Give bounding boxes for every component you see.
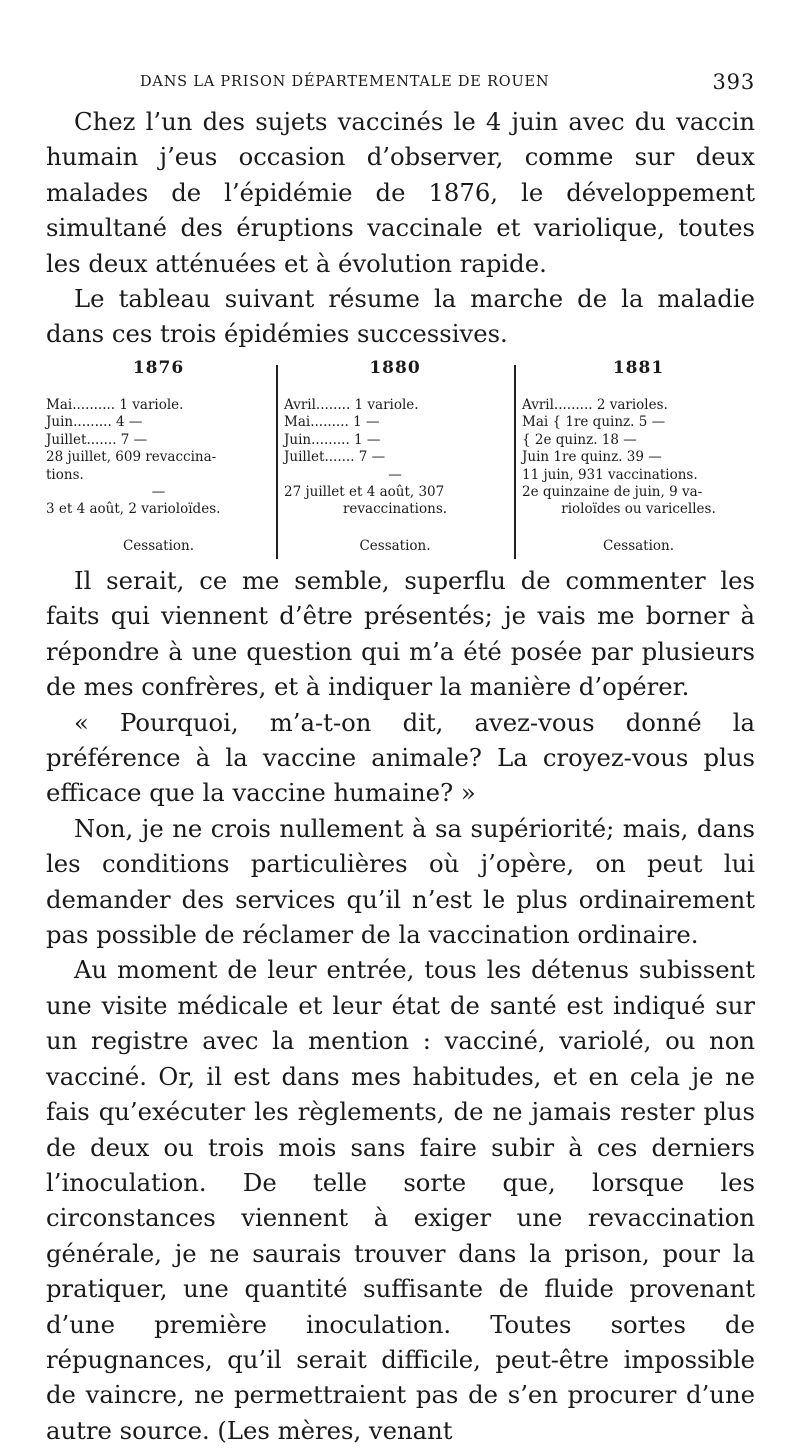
- column-year: 1876: [132, 358, 185, 378]
- paragraph: Au moment de leur entrée, tous les détenus subissent une visite médicale et leur état de santé est indiqué sur un registre avec la mention : vacciné, variolé, ou non vacciné. Or, il est dans mes habitudes, et en cela je ne fais qu’exécuter les règlements, de ne jamais rester plus de deux ou trois mois sans faire subir à ces derniers l’inoculation. De telle sorte que, lorsque les circonstances viennent à exiger une revaccination générale, je ne saurais trouver dans la prison, pour la pratiquer, une quantité suffisante de fluide provenant d’une première inoculation. Toutes sortes de répugnances, qu’il serait difficile, peut-être impossible de vaincre, ne permettraient pas de s’en procurer d’une autre source. (Les mères, venant: [46, 955, 755, 1445]
- table-column-1881: [522, 351, 755, 559]
- text-before-table: [46, 104, 755, 352]
- table-row: Juillet....... 7 —: [284, 449, 386, 466]
- table-row: tions.: [46, 466, 84, 483]
- paragraph: « Pourquoi, m’a-t-on dit, avez-vous donné la préférence à la vaccine animale? La croyez-vous plus efficace que la vaccine humaine? »: [46, 707, 755, 808]
- paragraph: Le tableau suivant résume la marche de la maladie dans ces trois épidémies successives.: [46, 284, 755, 349]
- column-year: 1880: [369, 358, 421, 378]
- running-title: DANS LA PRISON DÉPARTEMENTALE DE ROUEN: [140, 74, 550, 90]
- table-row: 28 juillet, 609 revaccina-: [46, 449, 217, 466]
- epidemic-table: [46, 351, 755, 559]
- table-row: { 2e quinz. 18 —: [522, 431, 637, 448]
- column-year: 1881: [612, 358, 665, 378]
- table-column-1876: [46, 351, 271, 559]
- table-row: Mai......... 1 —: [284, 414, 380, 431]
- table-row: Juin 1re quinz. 39 —: [522, 449, 662, 466]
- table-row: 27 juillet et 4 août, 307: [284, 484, 445, 501]
- column-divider: [514, 365, 516, 559]
- table-row: Avril........ 1 variole.: [284, 397, 419, 413]
- table-row: —: [388, 466, 402, 483]
- cessation-label: Cessation.: [602, 538, 675, 554]
- table-row: Juin......... 1 —: [284, 431, 381, 448]
- column-divider: [276, 365, 278, 559]
- paragraph: Il serait, ce me semble, superflu de commenter les faits qui viennent d’être présentés; je vais me borner à répondre à une question qui m’a été posée par plusieurs de mes confrères, et à indiquer la manière d’opérer.: [46, 566, 755, 702]
- paragraph: Non, je ne crois nullement à sa supériorité; mais, dans les conditions particulières où j’opère, on peut lui demander des services qu’il n’est le plus ordinairement pas possible de réclamer de la vaccination ordinaire.: [46, 813, 755, 950]
- table-row: Juillet....... 7 —: [46, 431, 148, 448]
- table-row: —: [151, 484, 166, 501]
- table-column-1880: [284, 351, 506, 559]
- column-rows: [284, 397, 506, 519]
- table-row: Juin......... 4 —: [46, 414, 143, 431]
- page-number: 393: [712, 70, 755, 94]
- cessation-label: Cessation.: [359, 538, 431, 554]
- text-after-table: [46, 563, 755, 1448]
- table-row: Avril......... 2 varioles.: [522, 397, 668, 413]
- column-rows: [522, 397, 755, 519]
- table-row: 2e quinzaine de juin, 9 va-: [522, 484, 703, 501]
- table-row: rioloïdes ou varicelles.: [561, 501, 716, 518]
- column-rows: [46, 397, 271, 519]
- paragraph: Chez l’un des sujets vaccinés le 4 juin avec du vaccin humain j’eus occasion d’observer, comme sur deux malades de l’épidémie de 1876, le développement simultané des éruptions vaccinale et variolique, toutes les deux atténuées et à évolution rapide.: [46, 107, 755, 278]
- table-row: 11 juin, 931 vaccinations.: [522, 466, 698, 483]
- table-row: 3 et 4 août, 2 varioloïdes.: [46, 501, 221, 518]
- cessation-label: Cessation.: [122, 538, 195, 554]
- page-header: [140, 70, 755, 96]
- table-row: Mai.......... 1 variole.: [46, 397, 184, 413]
- table-row: Mai { 1re quinz. 5 —: [522, 414, 666, 431]
- table-row: revaccinations.: [342, 501, 448, 518]
